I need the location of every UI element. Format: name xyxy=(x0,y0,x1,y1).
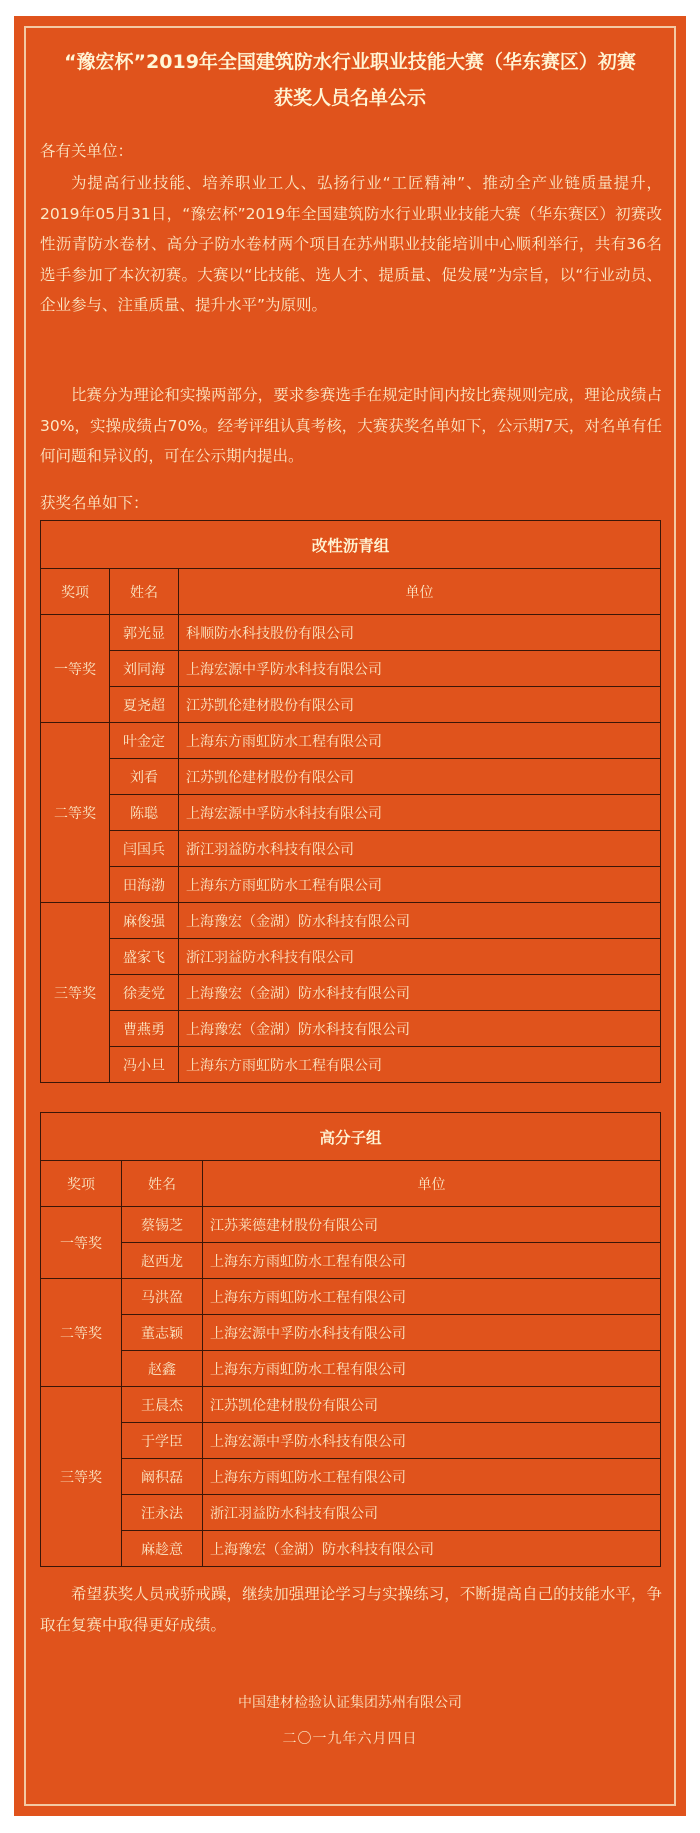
winner-name: 蔡锡芝 xyxy=(122,1207,203,1243)
winner-unit: 上海豫宏（金湖）防水科技有限公司 xyxy=(179,903,661,939)
winner-name: 曹燕勇 xyxy=(110,1011,179,1047)
table-row xyxy=(41,759,661,795)
column-header-unit: 单位 xyxy=(203,1161,661,1207)
award-table-modified-asphalt xyxy=(40,520,661,1083)
winner-unit: 上海东方雨虹防水工程有限公司 xyxy=(203,1279,661,1315)
winner-name: 田海渤 xyxy=(110,867,179,903)
table-group-title: 高分子组 xyxy=(41,1113,661,1161)
table-row xyxy=(41,687,661,723)
winner-unit: 上海宏源中孚防水科技有限公司 xyxy=(203,1315,661,1351)
winner-name: 阚积磊 xyxy=(122,1459,203,1495)
winner-unit: 浙江羽益防水科技有限公司 xyxy=(179,831,661,867)
table-row xyxy=(41,615,661,651)
winner-unit: 上海东方雨虹防水工程有限公司 xyxy=(203,1459,661,1495)
winner-name: 叶金定 xyxy=(110,723,179,759)
table-row xyxy=(41,651,661,687)
winner-unit: 上海豫宏（金湖）防水科技有限公司 xyxy=(179,1011,661,1047)
table-row xyxy=(41,939,661,975)
title-line-2: 获奖人员名单公示 xyxy=(273,87,426,109)
column-header-unit: 单位 xyxy=(179,569,661,615)
winner-name: 麻俊强 xyxy=(110,903,179,939)
table-row xyxy=(41,1207,661,1243)
winner-unit: 上海宏源中孚防水科技有限公司 xyxy=(179,651,661,687)
winner-unit: 江苏莱德建材股份有限公司 xyxy=(203,1207,661,1243)
table-row xyxy=(41,1315,661,1351)
table-row xyxy=(41,1495,661,1531)
winner-unit: 上海东方雨虹防水工程有限公司 xyxy=(179,1047,661,1083)
table-row xyxy=(41,723,661,759)
winner-name: 郭光显 xyxy=(110,615,179,651)
winner-name: 于学臣 xyxy=(122,1423,203,1459)
intro-paragraph: 为提高行业技能、培养职业工人、弘扬行业“工匠精神”、推动全产业链质量提升，2019年05月31日，“豫宏杯”2019年全国建筑防水行业职业技能大赛（华东赛区）初赛改性沥青防水卷材、高分子防水卷材两个项目在苏州职业技能培训中心顺利举行，共有36名选手参加了本次初赛。大赛以“比技能、选人才、提质量、促发展”为宗旨，以“行业动员、企业参与、注重质量、提升水平”为原则。 xyxy=(40,174,662,314)
winner-name: 徐麦党 xyxy=(110,975,179,1011)
award-level-cell: 三等奖 xyxy=(41,903,110,1083)
column-header-name: 姓名 xyxy=(110,569,179,615)
title-line-1: “豫宏杯”2019年全国建筑防水行业职业技能大赛（华东赛区）初赛 xyxy=(64,51,636,73)
winner-unit: 上海东方雨虹防水工程有限公司 xyxy=(179,867,661,903)
table-row xyxy=(41,1243,661,1279)
winner-unit: 上海宏源中孚防水科技有限公司 xyxy=(179,795,661,831)
table-row xyxy=(41,1459,661,1495)
winner-name: 冯小旦 xyxy=(110,1047,179,1083)
award-level-cell: 一等奖 xyxy=(41,615,110,723)
rules-paragraph: 比赛分为理论和实操两部分，要求参赛选手在规定时间内按比赛规则完成，理论成绩占30%，实操成绩占70%。经考评组认真考核，大赛获奖名单如下，公示期7天，对名单有任何问题和异议的，可在公示期内提出。 xyxy=(40,386,662,465)
winner-name: 马洪盈 xyxy=(122,1279,203,1315)
table-row xyxy=(41,1011,661,1047)
winner-name: 夏尧超 xyxy=(110,687,179,723)
winner-unit: 上海东方雨虹防水工程有限公司 xyxy=(203,1243,661,1279)
award-level-cell: 一等奖 xyxy=(41,1207,122,1279)
table-row xyxy=(41,1387,661,1423)
list-intro: 获奖名单如下： xyxy=(40,494,149,512)
winner-name: 赵鑫 xyxy=(122,1351,203,1387)
winner-name: 王晨杰 xyxy=(122,1387,203,1423)
page-title xyxy=(34,44,666,116)
table-row xyxy=(41,795,661,831)
winner-name: 刘同海 xyxy=(110,651,179,687)
winner-unit: 江苏凯伦建材股份有限公司 xyxy=(203,1387,661,1423)
award-level-cell: 三等奖 xyxy=(41,1387,122,1567)
winner-unit: 浙江羽益防水科技有限公司 xyxy=(179,939,661,975)
table-row xyxy=(41,867,661,903)
signature-organization: 中国建材检验认证集团苏州有限公司 xyxy=(238,1695,462,1711)
closing-paragraph: 希望获奖人员戒骄戒躁，继续加强理论学习与实操练习，不断提高自己的技能水平，争取在复赛中取得更好成绩。 xyxy=(40,1585,662,1634)
winner-name: 盛家飞 xyxy=(110,939,179,975)
table-row xyxy=(41,1279,661,1315)
winner-unit: 上海豫宏（金湖）防水科技有限公司 xyxy=(203,1531,661,1567)
column-header-name: 姓名 xyxy=(122,1161,203,1207)
table-row xyxy=(41,1531,661,1567)
table-row xyxy=(41,1423,661,1459)
table-group-title: 改性沥青组 xyxy=(41,521,661,569)
table-row xyxy=(41,903,661,939)
table-row xyxy=(41,975,661,1011)
winner-unit: 上海宏源中孚防水科技有限公司 xyxy=(203,1423,661,1459)
winner-name: 闫国兵 xyxy=(110,831,179,867)
column-header-award: 奖项 xyxy=(41,569,110,615)
award-table-polymer xyxy=(40,1112,661,1567)
winner-unit: 浙江羽益防水科技有限公司 xyxy=(203,1495,661,1531)
salutation: 各有关单位： xyxy=(40,142,134,160)
winner-name: 麻趁意 xyxy=(122,1531,203,1567)
winner-name: 陈聪 xyxy=(110,795,179,831)
column-header-award: 奖项 xyxy=(41,1161,122,1207)
winner-unit: 科顺防水科技股份有限公司 xyxy=(179,615,661,651)
table-row xyxy=(41,1047,661,1083)
winner-unit: 上海豫宏（金湖）防水科技有限公司 xyxy=(179,975,661,1011)
winner-name: 董志颖 xyxy=(122,1315,203,1351)
winner-unit: 江苏凯伦建材股份有限公司 xyxy=(179,759,661,795)
winner-name: 刘看 xyxy=(110,759,179,795)
winner-name: 赵西龙 xyxy=(122,1243,203,1279)
award-level-cell: 二等奖 xyxy=(41,723,110,903)
winner-name: 汪永法 xyxy=(122,1495,203,1531)
announcement-poster xyxy=(14,16,686,1816)
signature-date: 二〇一九年六月四日 xyxy=(282,1731,418,1747)
winner-unit: 上海东方雨虹防水工程有限公司 xyxy=(203,1351,661,1387)
winner-unit: 江苏凯伦建材股份有限公司 xyxy=(179,687,661,723)
table-row xyxy=(41,1351,661,1387)
winner-unit: 上海东方雨虹防水工程有限公司 xyxy=(179,723,661,759)
award-level-cell: 二等奖 xyxy=(41,1279,122,1387)
table-row xyxy=(41,831,661,867)
